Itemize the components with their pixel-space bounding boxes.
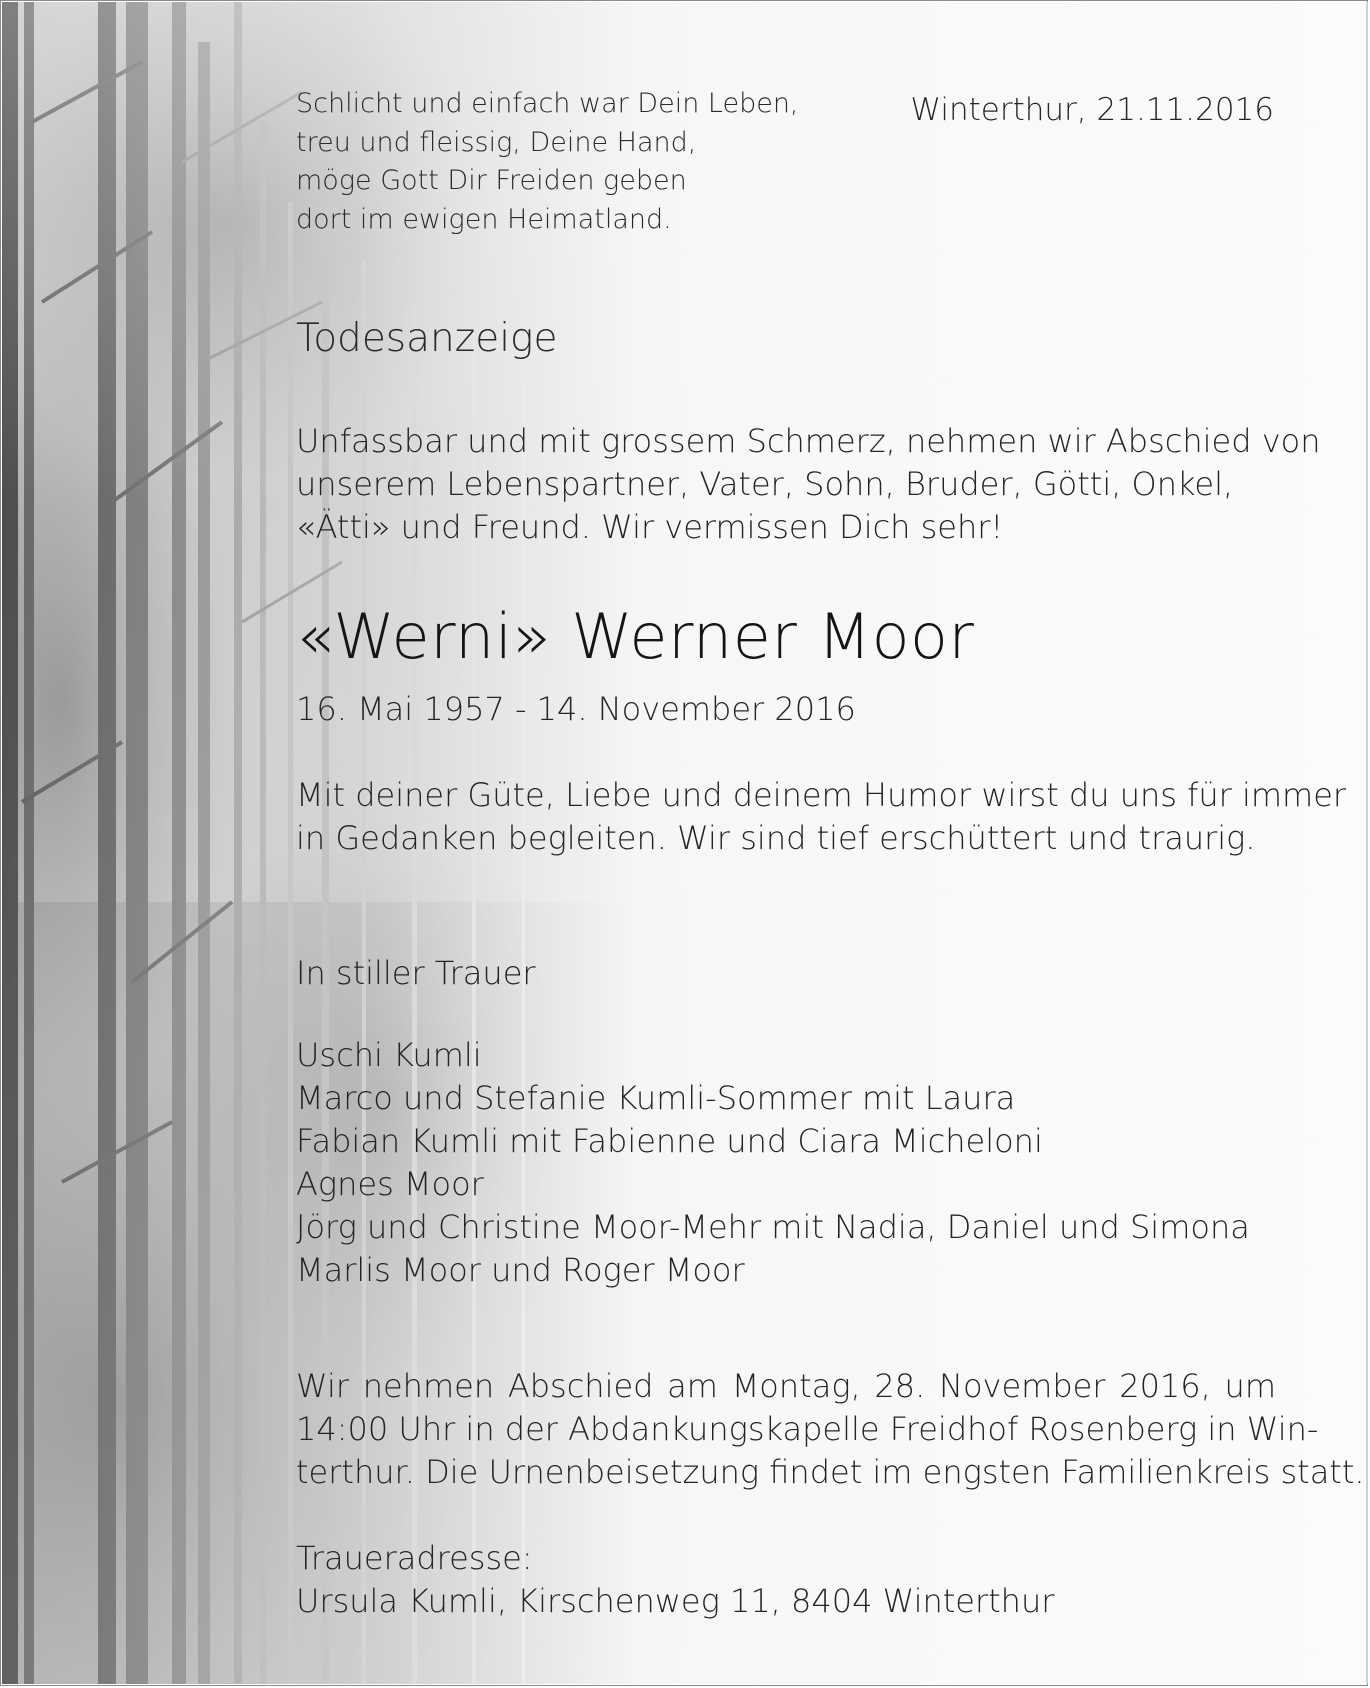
intro-line: Unfassbar und mit grossem Schmerz, nehmen wir Abschied von <box>296 422 1321 460</box>
mourner-item: Jörg und Christine Moor-Mehr mit Nadia, Daniel und Simona <box>296 1208 1250 1246</box>
motto-line: treu und fleissig, Deine Hand, <box>296 126 697 158</box>
deceased-name: «Werni» Werner Moor <box>296 600 975 673</box>
motto-line: möge Gott Dir Freiden geben <box>296 165 687 196</box>
farewell-line: terthur. Die Urnenbeisetzung findet im engsten Familienkreis statt. <box>296 1453 1365 1491</box>
address-text: Ursula Kumli, Kirschenweg 11, 8404 Winterthur <box>296 1582 1055 1620</box>
farewell-paragraph <box>296 1365 1365 1494</box>
motto-verse <box>296 85 799 239</box>
place-date: Winterthur, 21.11.2016 <box>910 92 1274 128</box>
intro-paragraph <box>296 420 1321 549</box>
obituary-card <box>2 2 1368 1684</box>
intro-line: unserem Lebenspartner, Vater, Sohn, Bruder, Götti, Onkel, <box>296 465 1234 503</box>
tribute-line: Mit deiner Güte, Liebe und deinem Humor wirst du uns für immer <box>296 776 1347 814</box>
mourner-item: Fabian Kumli mit Fabienne und Ciara Micheloni <box>296 1122 1043 1160</box>
motto-line: Schlicht und einfach war Dein Leben, <box>296 88 799 119</box>
intro-line: «Ätti» und Freund. Wir vermissen Dich sehr! <box>296 508 1004 546</box>
address-block <box>296 1537 1054 1623</box>
life-dates: 16. Mai 1957 - 14. November 2016 <box>296 690 856 728</box>
tribute-line: in Gedanken begleiten. Wir sind tief erschüttert und traurig. <box>296 819 1256 857</box>
mourner-item: Marco und Stefanie Kumli-Sommer mit Laura <box>296 1079 1016 1117</box>
motto-line: dort im ewigen Heimatland. <box>296 203 672 235</box>
notice-heading: Todesanzeige <box>296 316 558 361</box>
mourner-item: Uschi Kumli <box>296 1036 482 1074</box>
mourner-item: Agnes Moor <box>296 1165 484 1203</box>
tribute-paragraph <box>296 774 1346 860</box>
mourning-label: In stiller Trauer <box>296 954 536 992</box>
farewell-line: Wir nehmen Abschied am Montag, 28. November 2016, um <box>296 1367 1276 1405</box>
farewell-line: 14:00 Uhr in der Abdankungskapelle Freidhof Rosenberg in Win- <box>296 1410 1319 1448</box>
mourner-item: Marlis Moor und Roger Moor <box>296 1251 745 1289</box>
mourners-list <box>296 1034 1250 1292</box>
address-label: Traueradresse: <box>296 1539 533 1577</box>
